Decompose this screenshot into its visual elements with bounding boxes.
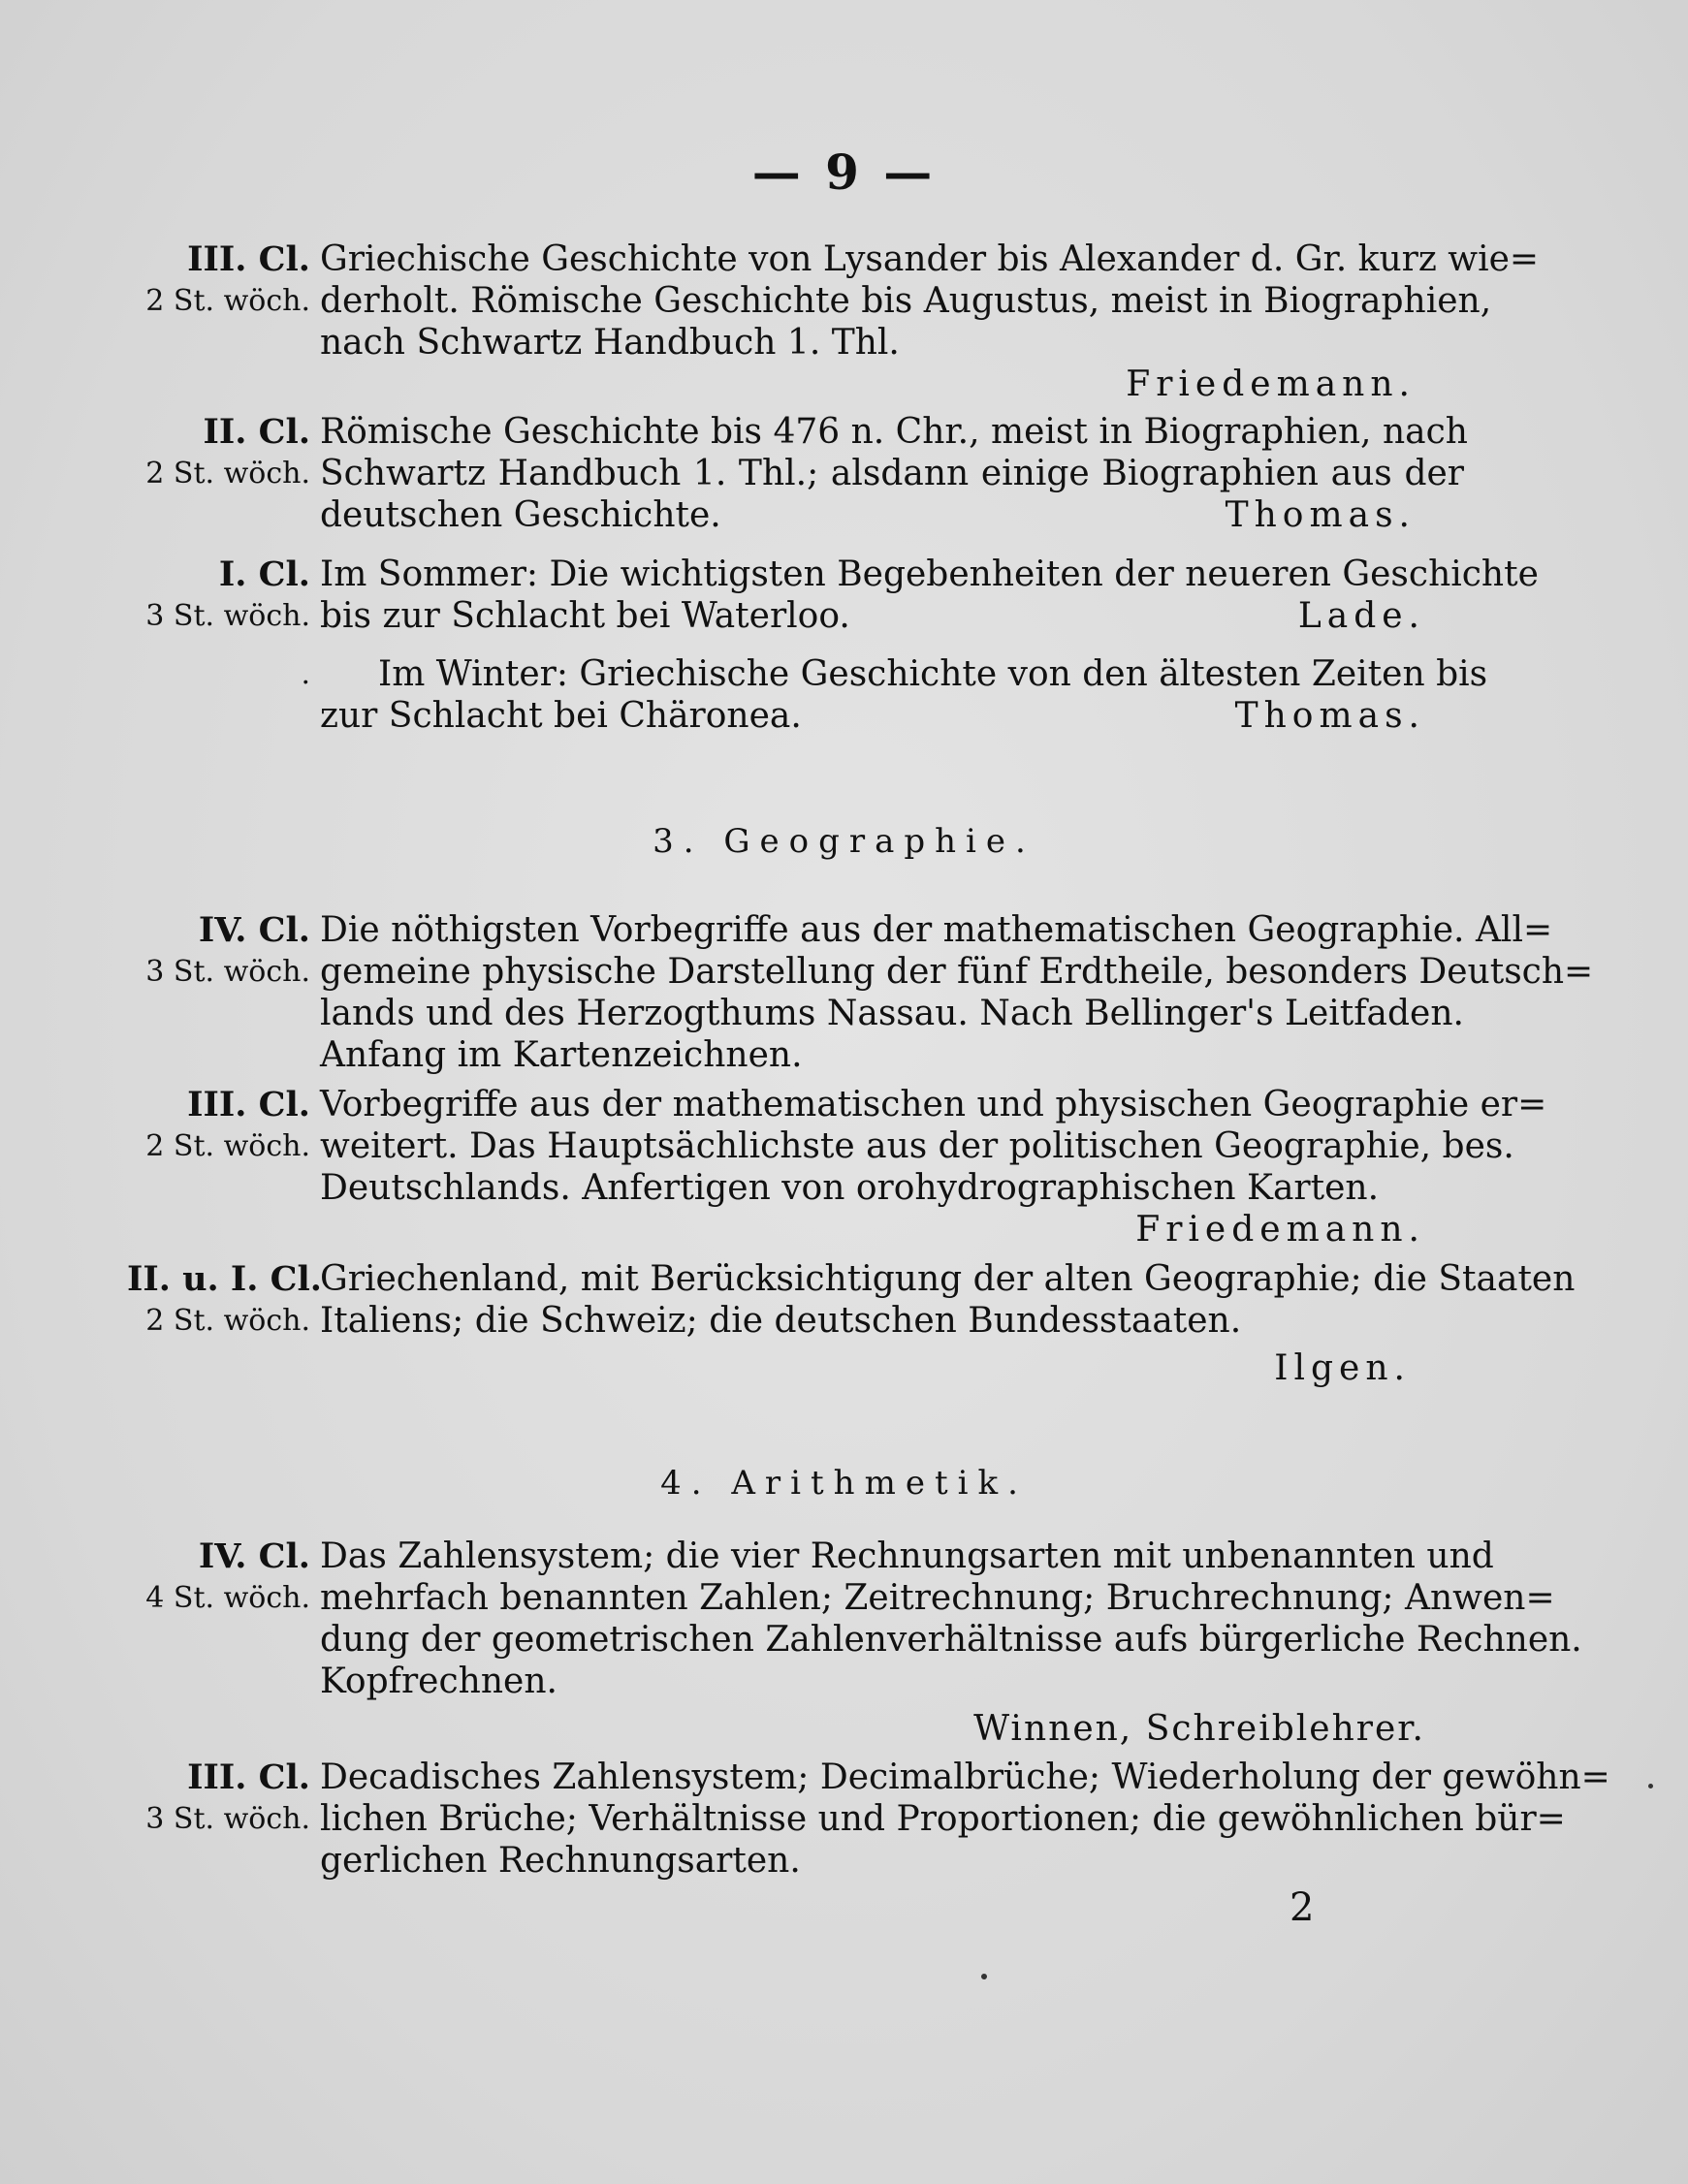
class-label: III. Cl. <box>187 239 310 279</box>
class-label: IV. Cl. <box>198 910 310 950</box>
ink-speck <box>981 1974 987 1979</box>
history-entry-ii <box>116 411 1468 536</box>
text-line: Das Zahlensystem; die vier Rechnungsarten mit unbenannten und <box>320 1536 1494 1576</box>
section-heading-geography: 3. Geographie. <box>653 822 1035 861</box>
geography-entry-ii-i <box>116 1258 1576 1389</box>
class-label: II. u. I. Cl. <box>126 1259 322 1299</box>
signature-mark: 2 <box>1290 1885 1315 1930</box>
text-line: lands und des Herzogthums Nassau. Nach Bellinger's Leitfaden. <box>320 994 1464 1033</box>
teacher-name: Thomas. <box>1225 495 1416 535</box>
hours-label: 3 St. wöch. <box>145 1802 310 1836</box>
hours-label: 2 St. wöch. <box>145 1304 310 1338</box>
text-line: gerlichen Rechnungsarten. <box>320 1841 801 1881</box>
text-line: Römische Geschichte bis 476 n. Chr., meist in Biographien, nach <box>320 412 1468 452</box>
geography-entry-iv <box>116 909 1594 1076</box>
text-line: Kopfrechnen. <box>320 1662 557 1701</box>
text-line: zur Schlacht bei Chäronea. <box>320 696 802 736</box>
teacher-name: Friedemann. <box>1126 364 1416 404</box>
class-label: III. Cl. <box>187 1757 310 1797</box>
text-line: nach Schwartz Handbuch 1. Thl. <box>320 323 900 363</box>
section-heading-arithmetic: 4. Arithmetik. <box>660 1464 1028 1503</box>
text-line: lichen Brüche; Verhältnisse und Proportionen; die gewöhnlichen bür= <box>320 1799 1566 1839</box>
hours-label: 2 St. wöch. <box>145 1129 310 1163</box>
arithmetic-entry-iv <box>116 1535 1582 1750</box>
hours-label: 4 St. wöch. <box>145 1581 310 1615</box>
class-label: III. Cl. <box>187 1085 310 1124</box>
geography-entry-iii <box>116 1084 1547 1250</box>
text-line: weitert. Das Hauptsächlichste aus der politischen Geographie, bes. <box>320 1126 1514 1166</box>
text-line: dung der geometrischen Zahlenverhältnisse aufs bürgerliche Rechnen. <box>320 1620 1582 1660</box>
teacher-name: Thomas. <box>1234 696 1425 736</box>
teacher-name: Lade. <box>1297 596 1425 636</box>
text-line: Italiens; die Schweiz; die deutschen Bundesstaaten. <box>320 1301 1242 1341</box>
class-label: II. Cl. <box>203 412 310 452</box>
teacher-name: Winnen, Schreiblehrer. <box>973 1709 1425 1749</box>
text-line: Griechische Geschichte von Lysander bis Alexander d. Gr. kurz wie= <box>320 239 1540 279</box>
text-line: Anfang im Kartenzeichnen. <box>320 1035 803 1075</box>
text-line: Die nöthigsten Vorbegriffe aus der mathematischen Geographie. All= <box>320 910 1553 950</box>
page-number: — 9 — <box>751 143 937 201</box>
teacher-name: Friedemann. <box>1135 1210 1425 1250</box>
class-label: IV. Cl. <box>198 1536 310 1576</box>
text-line: mehrfach benannten Zahlen; Zeitrechnung; Bruchrechnung; Anwen= <box>320 1578 1555 1618</box>
hours-label: 2 St. wöch. <box>145 284 310 318</box>
text-line: Deutschlands. Anfertigen von orohydrographischen Karten. <box>320 1168 1380 1208</box>
history-entry-i-summer <box>116 554 1539 637</box>
hours-label: . <box>301 657 310 691</box>
text-line: Vorbegriffe aus der mathematischen und physischen Geographie er= <box>320 1085 1547 1124</box>
teacher-name: Ilgen. <box>1274 1348 1411 1388</box>
history-entry-i-winter <box>116 653 1488 737</box>
text-line: deutschen Geschichte. <box>320 495 721 535</box>
history-entry-iii <box>116 238 1540 405</box>
hours-label: 3 St. wöch. <box>145 599 310 633</box>
text-line: Decadisches Zahlensystem; Decimalbrüche; Wiederholung der gewöhn= <box>320 1757 1610 1797</box>
hours-label: 2 St. wöch. <box>145 457 310 491</box>
arithmetic-entry-iii <box>116 1757 1610 1882</box>
text-line: Schwartz Handbuch 1. Thl.; alsdann einige Biographien aus der <box>320 454 1464 493</box>
text-line: Griechenland, mit Berücksichtigung der alten Geographie; die Staaten <box>320 1259 1576 1299</box>
ink-speck <box>1648 1784 1653 1788</box>
hours-label: 3 St. wöch. <box>145 955 310 989</box>
class-label: I. Cl. <box>218 554 310 594</box>
text-line: derholt. Römische Geschichte bis Augustus, meist in Biographien, <box>320 281 1492 321</box>
text-line: gemeine physische Darstellung der fünf Erdtheile, besonders Deutsch= <box>320 952 1594 992</box>
text-line: Im Winter: Griechische Geschichte von den ältesten Zeiten bis <box>378 654 1488 694</box>
text-line: bis zur Schlacht bei Waterloo. <box>320 596 850 636</box>
text-line: Im Sommer: Die wichtigsten Begebenheiten der neueren Geschichte <box>320 554 1539 594</box>
